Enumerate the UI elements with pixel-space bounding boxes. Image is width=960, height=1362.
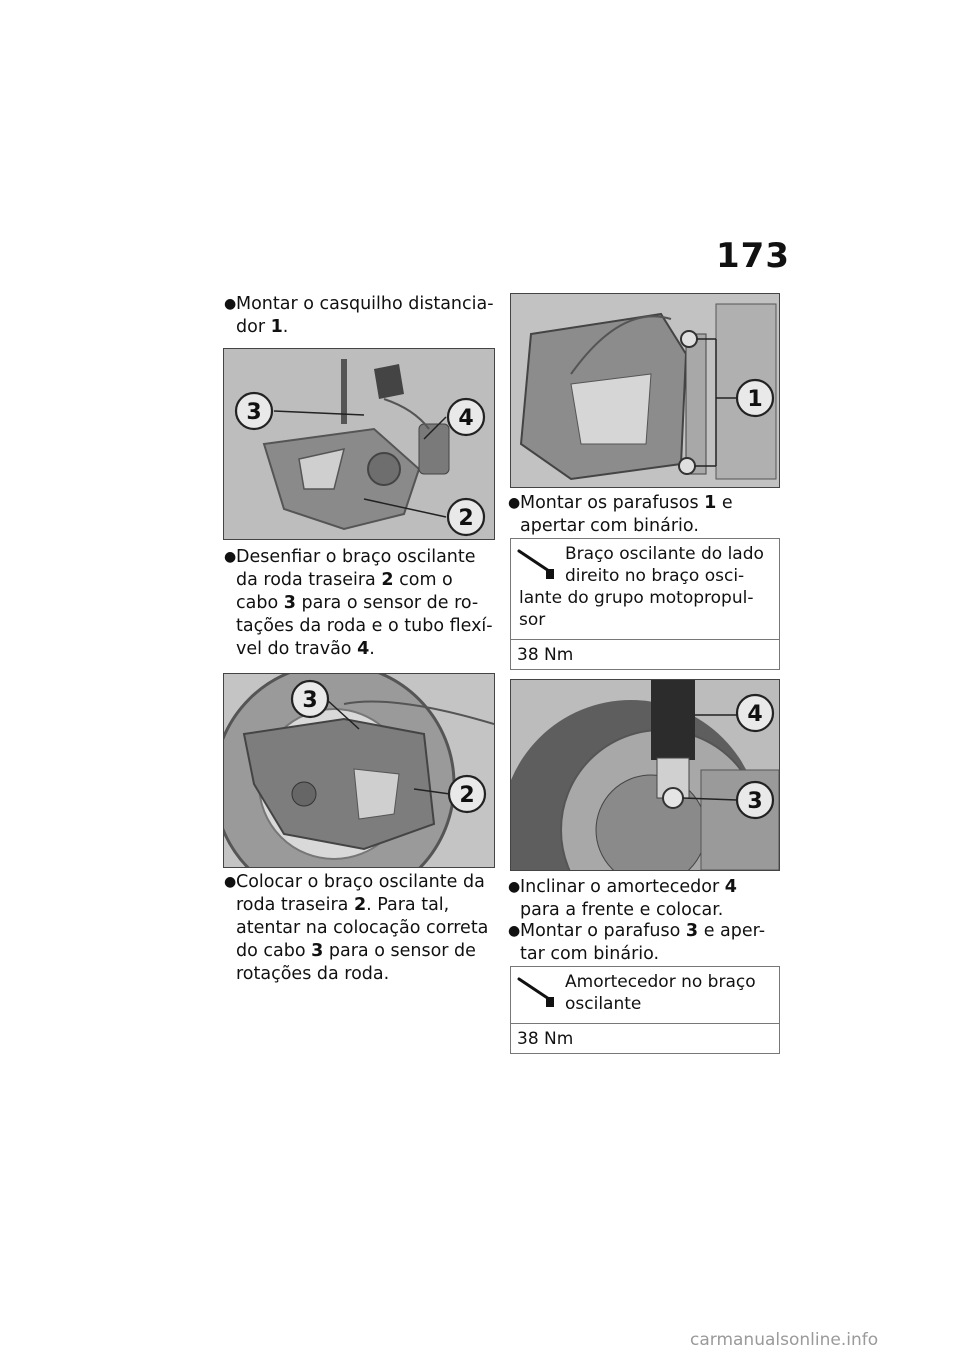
bullet-icon: ● (508, 923, 521, 939)
torque-spec-line: Braço oscilante do lado (565, 544, 764, 564)
ref-number: 3 (283, 593, 296, 613)
callout-label: 4 (747, 702, 763, 727)
step-mount-shock-bolt: ● Montar o parafuso 3 e aper-tar com binário. (508, 921, 766, 964)
callout-label: 3 (747, 789, 763, 814)
step-tilt-shock: ● Inclinar o amortecedor 4 para a frente e colocar. (508, 877, 737, 920)
ref-number: 3 (311, 941, 324, 961)
callout-label: 2 (459, 783, 475, 808)
step-unthread-swingarm: ● Desenfiar o braço oscilante da roda traseira 2 com o cabo 3 para o sensor de ro-tações da roda e o tubo flexí-vel do travão 4. (224, 547, 493, 659)
bullet-icon: ● (508, 495, 521, 511)
callout-label: 1 (747, 387, 763, 412)
torque-spec-description (511, 967, 779, 1023)
callout-label: 2 (458, 506, 474, 531)
ref-number: 4 (724, 877, 737, 897)
step-mount-bolts: ● Montar os parafusos 1 e apertar com binário. (508, 493, 733, 536)
bullet-icon: ● (224, 874, 237, 890)
torque-spec-line: sor (519, 610, 546, 630)
ref-number: 2 (381, 570, 394, 590)
torque-spec-shock (510, 966, 780, 1054)
step-mount-spacer-sleeve: ● Montar o casquilho distancia-dor 1. (224, 294, 494, 337)
torque-value: 38 Nm (511, 639, 779, 669)
ref-number: 4 (357, 639, 370, 659)
ref-number: 1 (704, 493, 717, 513)
torque-spec-swingarm (510, 538, 780, 670)
page-number: 173 (716, 236, 790, 276)
torque-wrench-icon (515, 547, 557, 581)
ref-number: 3 (685, 921, 699, 941)
torque-spec-line: oscilante (565, 994, 642, 1014)
torque-wrench-icon (515, 975, 557, 1009)
figure-swingarm-bolts (510, 293, 780, 488)
bullet-icon: ● (224, 549, 237, 565)
ref-number: 1 (270, 317, 283, 337)
ref-number: 2 (353, 895, 367, 915)
callout-label: 4 (458, 406, 474, 431)
bullet-icon: ● (508, 879, 521, 895)
figure-swingarm-removal (223, 348, 495, 540)
callout-label: 3 (302, 688, 318, 713)
torque-spec-description (511, 539, 779, 639)
watermark: carmanualsonline.info (690, 1330, 879, 1350)
bullet-icon: ● (224, 296, 237, 312)
torque-spec-line: lante do grupo motopropul- (519, 588, 754, 608)
step-position-swingarm: ● Colocar o braço oscilante da roda traseira 2. Para tal, atentar na colocação correta do cabo 3 para o sensor de rotações da roda. (224, 872, 489, 984)
torque-value: 38 Nm (511, 1023, 779, 1053)
torque-spec-line: Amortecedor no braço (565, 972, 756, 992)
figure-swingarm-positioning (223, 673, 495, 868)
torque-spec-line: direito no braço osci- (565, 566, 745, 586)
callout-label: 3 (246, 400, 262, 425)
figure-shock-absorber (510, 679, 780, 871)
